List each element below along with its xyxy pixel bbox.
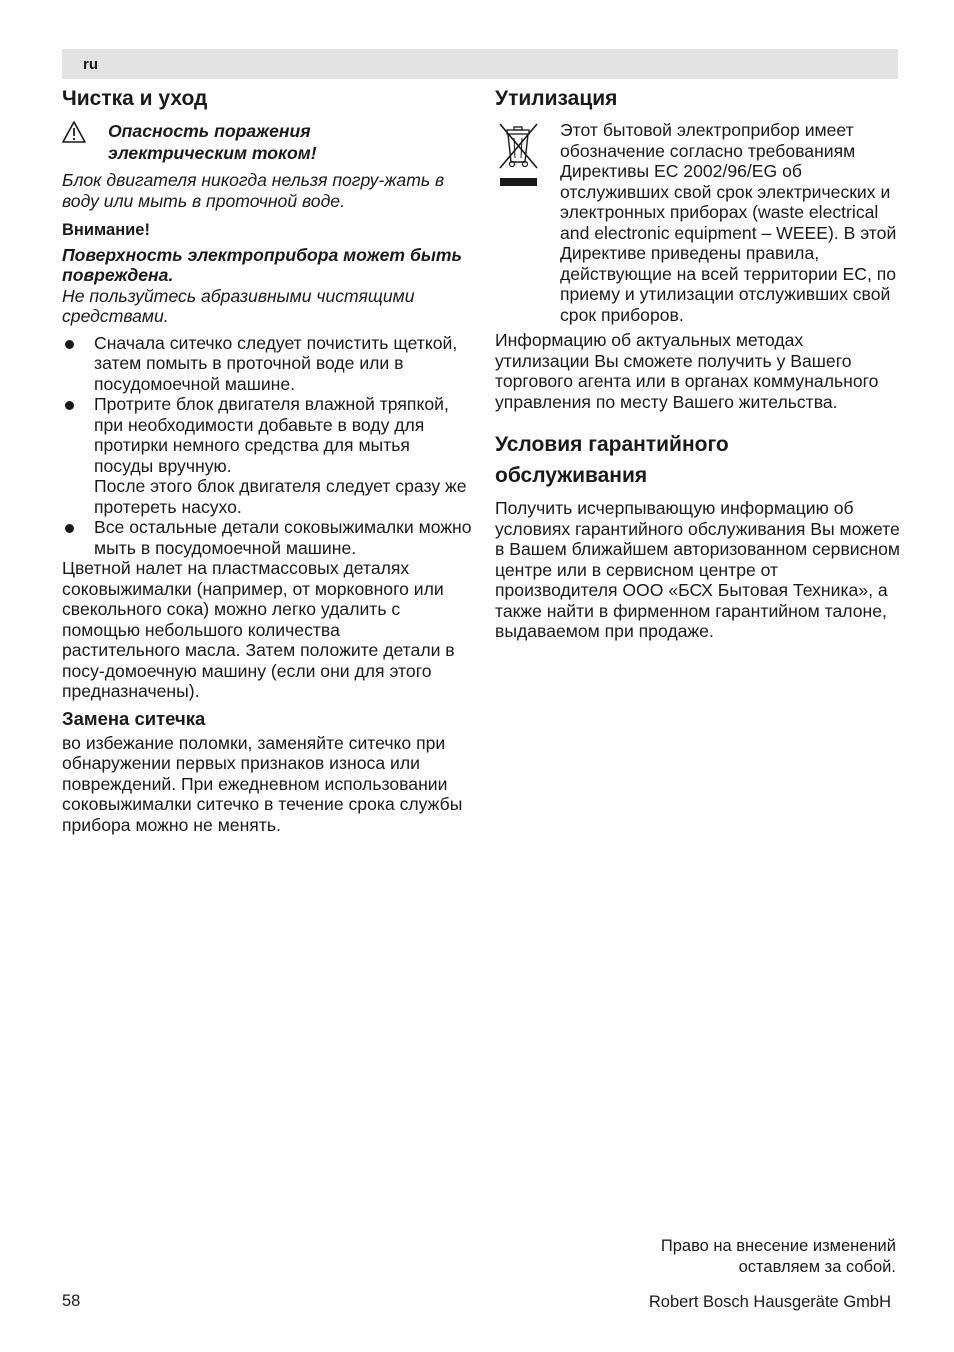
warning-heading-line-2: электрическим током! xyxy=(108,143,317,163)
language-code: ru xyxy=(83,56,98,73)
warning-triangle-icon xyxy=(62,120,108,164)
page-number: 58 xyxy=(62,1292,81,1310)
rights-notice-line-1: Право на внесение изменений xyxy=(660,1237,896,1255)
list-item-extra-text: После этого блок двигателя следует сразу же протереть насухо. xyxy=(94,476,467,517)
stain-removal-text: Цветной налет на пластмассовых деталях соковыжималки (например, от морковного или свекольного сока) можно легко удалить с помощью небольшого количества растительного масла. Затем положите детали в посу-домоечную машину (если они для этого предназначены). xyxy=(62,558,455,701)
language-bar xyxy=(62,49,898,79)
rights-notice xyxy=(661,1236,896,1278)
warning-heading-line-1: Опасность поражения xyxy=(108,121,311,141)
list-item xyxy=(62,394,474,517)
section-title-filter-replacement: Замена ситечка xyxy=(62,707,206,729)
company-name: Robert Bosch Hausgeräte GmbH xyxy=(648,1293,891,1311)
list-item-text: Все остальные детали соковыжималки можно мыть в посудомоечной машине. xyxy=(94,517,472,558)
rights-notice-line-2: оставляем за собой. xyxy=(738,1258,896,1276)
warranty-text: Получить исчерпывающую информацию об условиях гарантийного обслуживания Вы можете в Вашем ближайшем авторизованном сервисном центре или в сервисном центре от производителя ООО «БСХ Бытовая Техника», а также найти в фирменном гарантийном талоне, выдаваемом при продаже. xyxy=(495,498,901,641)
attention-label: Внимание! xyxy=(62,221,150,239)
disposal-info-text: Информацию об актуальных методах утилизации Вы сможете получить у Вашего торгового агента или в органах коммунального управления по месту Вашего жительства. xyxy=(495,330,879,412)
list-item-text: Протрите блок двигателя влажной тряпкой, при необходимости добавьте в воду для протирки немного средства для мытья посуды вручную. xyxy=(94,394,449,476)
right-column xyxy=(495,86,900,642)
bullet-icon xyxy=(65,340,74,349)
bullet-icon xyxy=(65,401,74,410)
warning-heading xyxy=(108,120,317,164)
weee-text: Этот бытовой электроприбор имеет обозначение согласно требованиям Директивы ЕС 2002/96/EG об отслуживших свой срок электрических и электронных приборах (waste electrical and electronic equipment – WEEE). В этой Директиве приведены правила, действующие на всей территории ЕС, по приему и утилизации отслуживших свой срок приборов. xyxy=(560,120,897,325)
section-title-cleaning: Чистка и уход xyxy=(62,87,208,110)
list-item-text: Сначала ситечко следует почистить щеткой, затем помыть в проточной воде или в посудомоечной машине. xyxy=(94,332,458,394)
electric-shock-warning xyxy=(62,120,474,164)
warning-text: Блок двигателя никогда нельзя погру-жать в воду или мыть в проточной воде. xyxy=(62,170,445,211)
section-title-disposal: Утилизация xyxy=(495,87,618,110)
filter-replacement-text: во избежание поломки, заменяйте ситечко при обнаружении первых признаков износа или повреждений. При ежедневном использовании соковыжималки ситечко в течение срока службы прибора можно не менять. xyxy=(62,732,463,835)
weee-block xyxy=(495,120,900,325)
section-title-warranty: Условия гарантийного обслуживания xyxy=(495,433,729,487)
cleaning-steps-list xyxy=(62,333,474,559)
bullet-icon xyxy=(65,524,74,533)
left-column xyxy=(62,86,474,835)
list-item xyxy=(62,517,474,558)
surface-damage-text: Не пользуйтесь абразивными чистящими средствами. xyxy=(62,285,415,326)
surface-damage-heading: Поверхность электроприбора может быть повреждена. xyxy=(62,244,462,285)
crossed-out-bin-icon xyxy=(495,120,560,325)
list-item xyxy=(62,333,474,395)
